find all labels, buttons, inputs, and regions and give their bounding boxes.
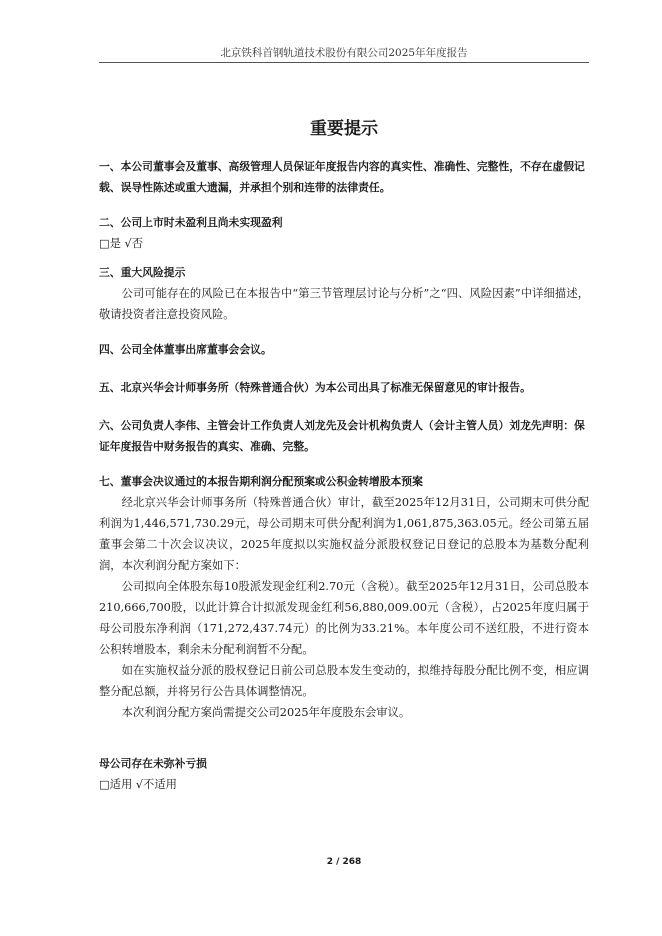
section-8-checkbox: □适用 √不适用 [99,778,177,791]
section-7-paragraph-1: 经北京兴华会计师事务所（特殊普通合伙）审计，截至2025年12月31日，公司期末可供分配利润为1,446,571,730.29元，母公司期末可供分配利润为1,061,875,363.05元。经公司第五届董事会第二十次会议决议，2025年度拟以实施权益分派股权登记日登记的总股本为基数分配利润，本次利润分配方案如下： [99,496,589,572]
section-6: 六、公司负责人李伟、主管会计工作负责人刘龙先及会计机构负责人（会计主管人员）刘龙先声明：保证年度报告中财务报告的真实、准确、完整。 [99,419,585,453]
running-header: 北京铁科首钢轨道技术股份有限公司2025年年度报告 [220,47,468,59]
section-2-heading: 二、公司上市时未盈利且尚未实现盈利 [99,216,283,229]
section-3-paragraph: 公司可能存在的风险已在本报告中“第三节管理层讨论与分析”之“四、风险因素”中详细描述，敬请投资者注意投资风险。 [99,287,589,321]
section-7-paragraph-3: 如在实施权益分派的股权登记日前公司总股本发生变动的，拟维持每股分配比例不变，相应调整分配总额，并将另行公告具体调整情况。 [99,664,589,698]
page-number: 2 / 268 [326,857,362,867]
section-8-heading: 母公司存在未弥补亏损 [99,757,207,770]
section-7-paragraph-2: 公司拟向全体股东每10股派发现金红利2.70元（含税）。截至2025年12月31日，公司总股本210,666,700股，以此计算合计拟派发现金红利56,880,009.00元（含税），占2025年度归属于母公司股东净利润（171,272,437.74元）的比例为33.21%。本年度公司不送红股，不进行资本公积转增股本，剩余未分配利润暂不分配。 [99,580,589,656]
section-3-heading: 三、重大风险提示 [99,266,186,279]
section-7-paragraph-4: 本次利润分配方案尚需提交公司2025年年度股东会审议。 [121,706,411,719]
page-title: 重要提示 [310,119,378,139]
section-7-heading: 七、董事会决议通过的本报告期利润分配预案或公积金转增股本预案 [99,475,423,488]
section-5: 五、北京兴华会计师事务所（特殊普通合伙）为本公司出具了标准无保留意见的审计报告。 [99,381,531,394]
main-content [99,156,589,795]
section-2-checkbox: □是 √否 [99,237,144,250]
header-rule [99,62,589,63]
section-4: 四、公司全体董事出席董事会会议。 [99,343,272,356]
section-1: 一、本公司董事会及董事、高级管理人员保证年度报告内容的真实性、准确性、完整性，不存在虚假记载、误导性陈述或重大遗漏，并承担个别和连带的法律责任。 [99,160,585,194]
